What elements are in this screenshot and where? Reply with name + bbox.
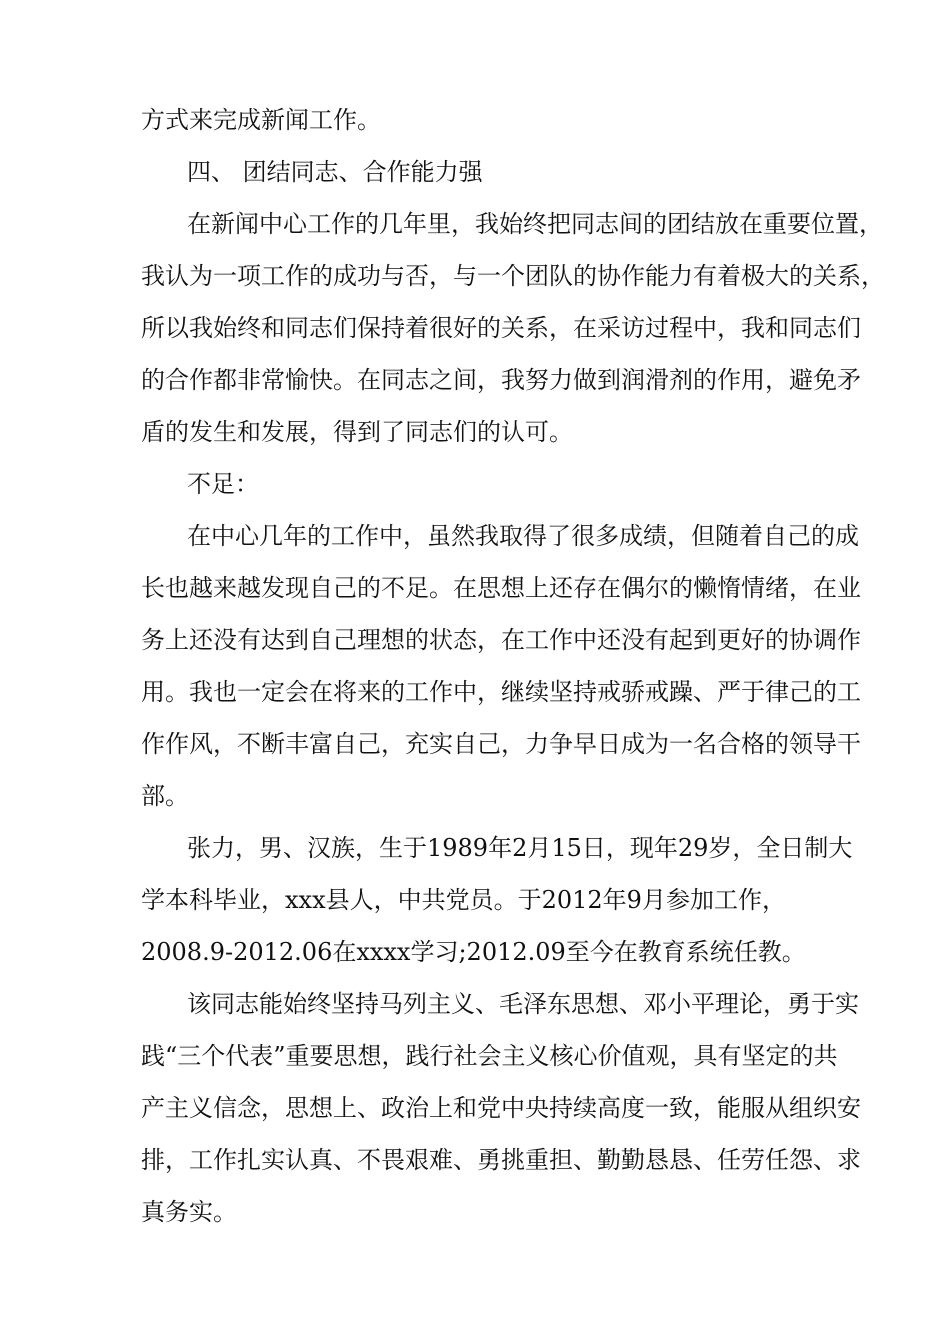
paragraph-line: 在中心几年的工作中，虽然我取得了很多成绩，但随着自己的成 — [187, 522, 859, 550]
paragraph-line: 方式来完成新闻工作。 — [141, 106, 381, 134]
paragraph-line: 真务实。 — [141, 1198, 237, 1226]
paragraph-line: 长也越来越发现自己的不足。在思想上还存在偶尔的懒惰情绪，在业 — [141, 574, 861, 602]
paragraph-line: 部。 — [141, 782, 189, 810]
section-heading: 四、 团结同志、合作能力强 — [187, 158, 483, 186]
paragraph-line: 排，工作扎实认真、不畏艰难、勇挑重担、勤勤恳恳、任劳任怨、求 — [141, 1146, 861, 1174]
paragraph-line: 作作风，不断丰富自己，充实自己，力争早日成为一名合格的领导干 — [141, 730, 861, 758]
paragraph-line: 盾的发生和发展，得到了同志们的认可。 — [141, 418, 573, 446]
section-heading: 不足： — [187, 470, 259, 498]
paragraph-line: 张力，男、汉族，生于1989年2月15日，现年29岁，全日制大 — [187, 834, 853, 862]
paragraph-line: 用。我也一定会在将来的工作中，继续坚持戒骄戒躁、严于律己的工 — [141, 678, 861, 706]
paragraph-line: 在新闻中心工作的几年里，我始终把同志间的团结放在重要位置， — [187, 210, 883, 238]
paragraph-line: 务上还没有达到自己理想的状态，在工作中还没有起到更好的协调作 — [141, 626, 861, 654]
paragraph-line: 2008.9-2012.06在xxxx学习;2012.09至今在教育系统任教。 — [141, 938, 806, 966]
paragraph-line: 我认为一项工作的成功与否，与一个团队的协作能力有着极大的关系， — [141, 262, 885, 290]
paragraph-line: 产主义信念，思想上、政治上和党中央持续高度一致，能服从组织安 — [141, 1094, 861, 1122]
paragraph-line: 所以我始终和同志们保持着很好的关系，在采访过程中，我和同志们 — [141, 314, 861, 342]
paragraph-line: 的合作都非常愉快。在同志之间，我努力做到润滑剂的作用，避免矛 — [141, 366, 861, 394]
paragraph-line: 践“三个代表”重要思想，践行社会主义核心价值观，具有坚定的共 — [141, 1042, 838, 1070]
paragraph-line: 该同志能始终坚持马列主义、毛泽东思想、邓小平理论，勇于实 — [187, 990, 859, 1018]
paragraph-line: 学本科毕业，xxx县人，中共党员。于2012年9月参加工作， — [141, 886, 786, 914]
